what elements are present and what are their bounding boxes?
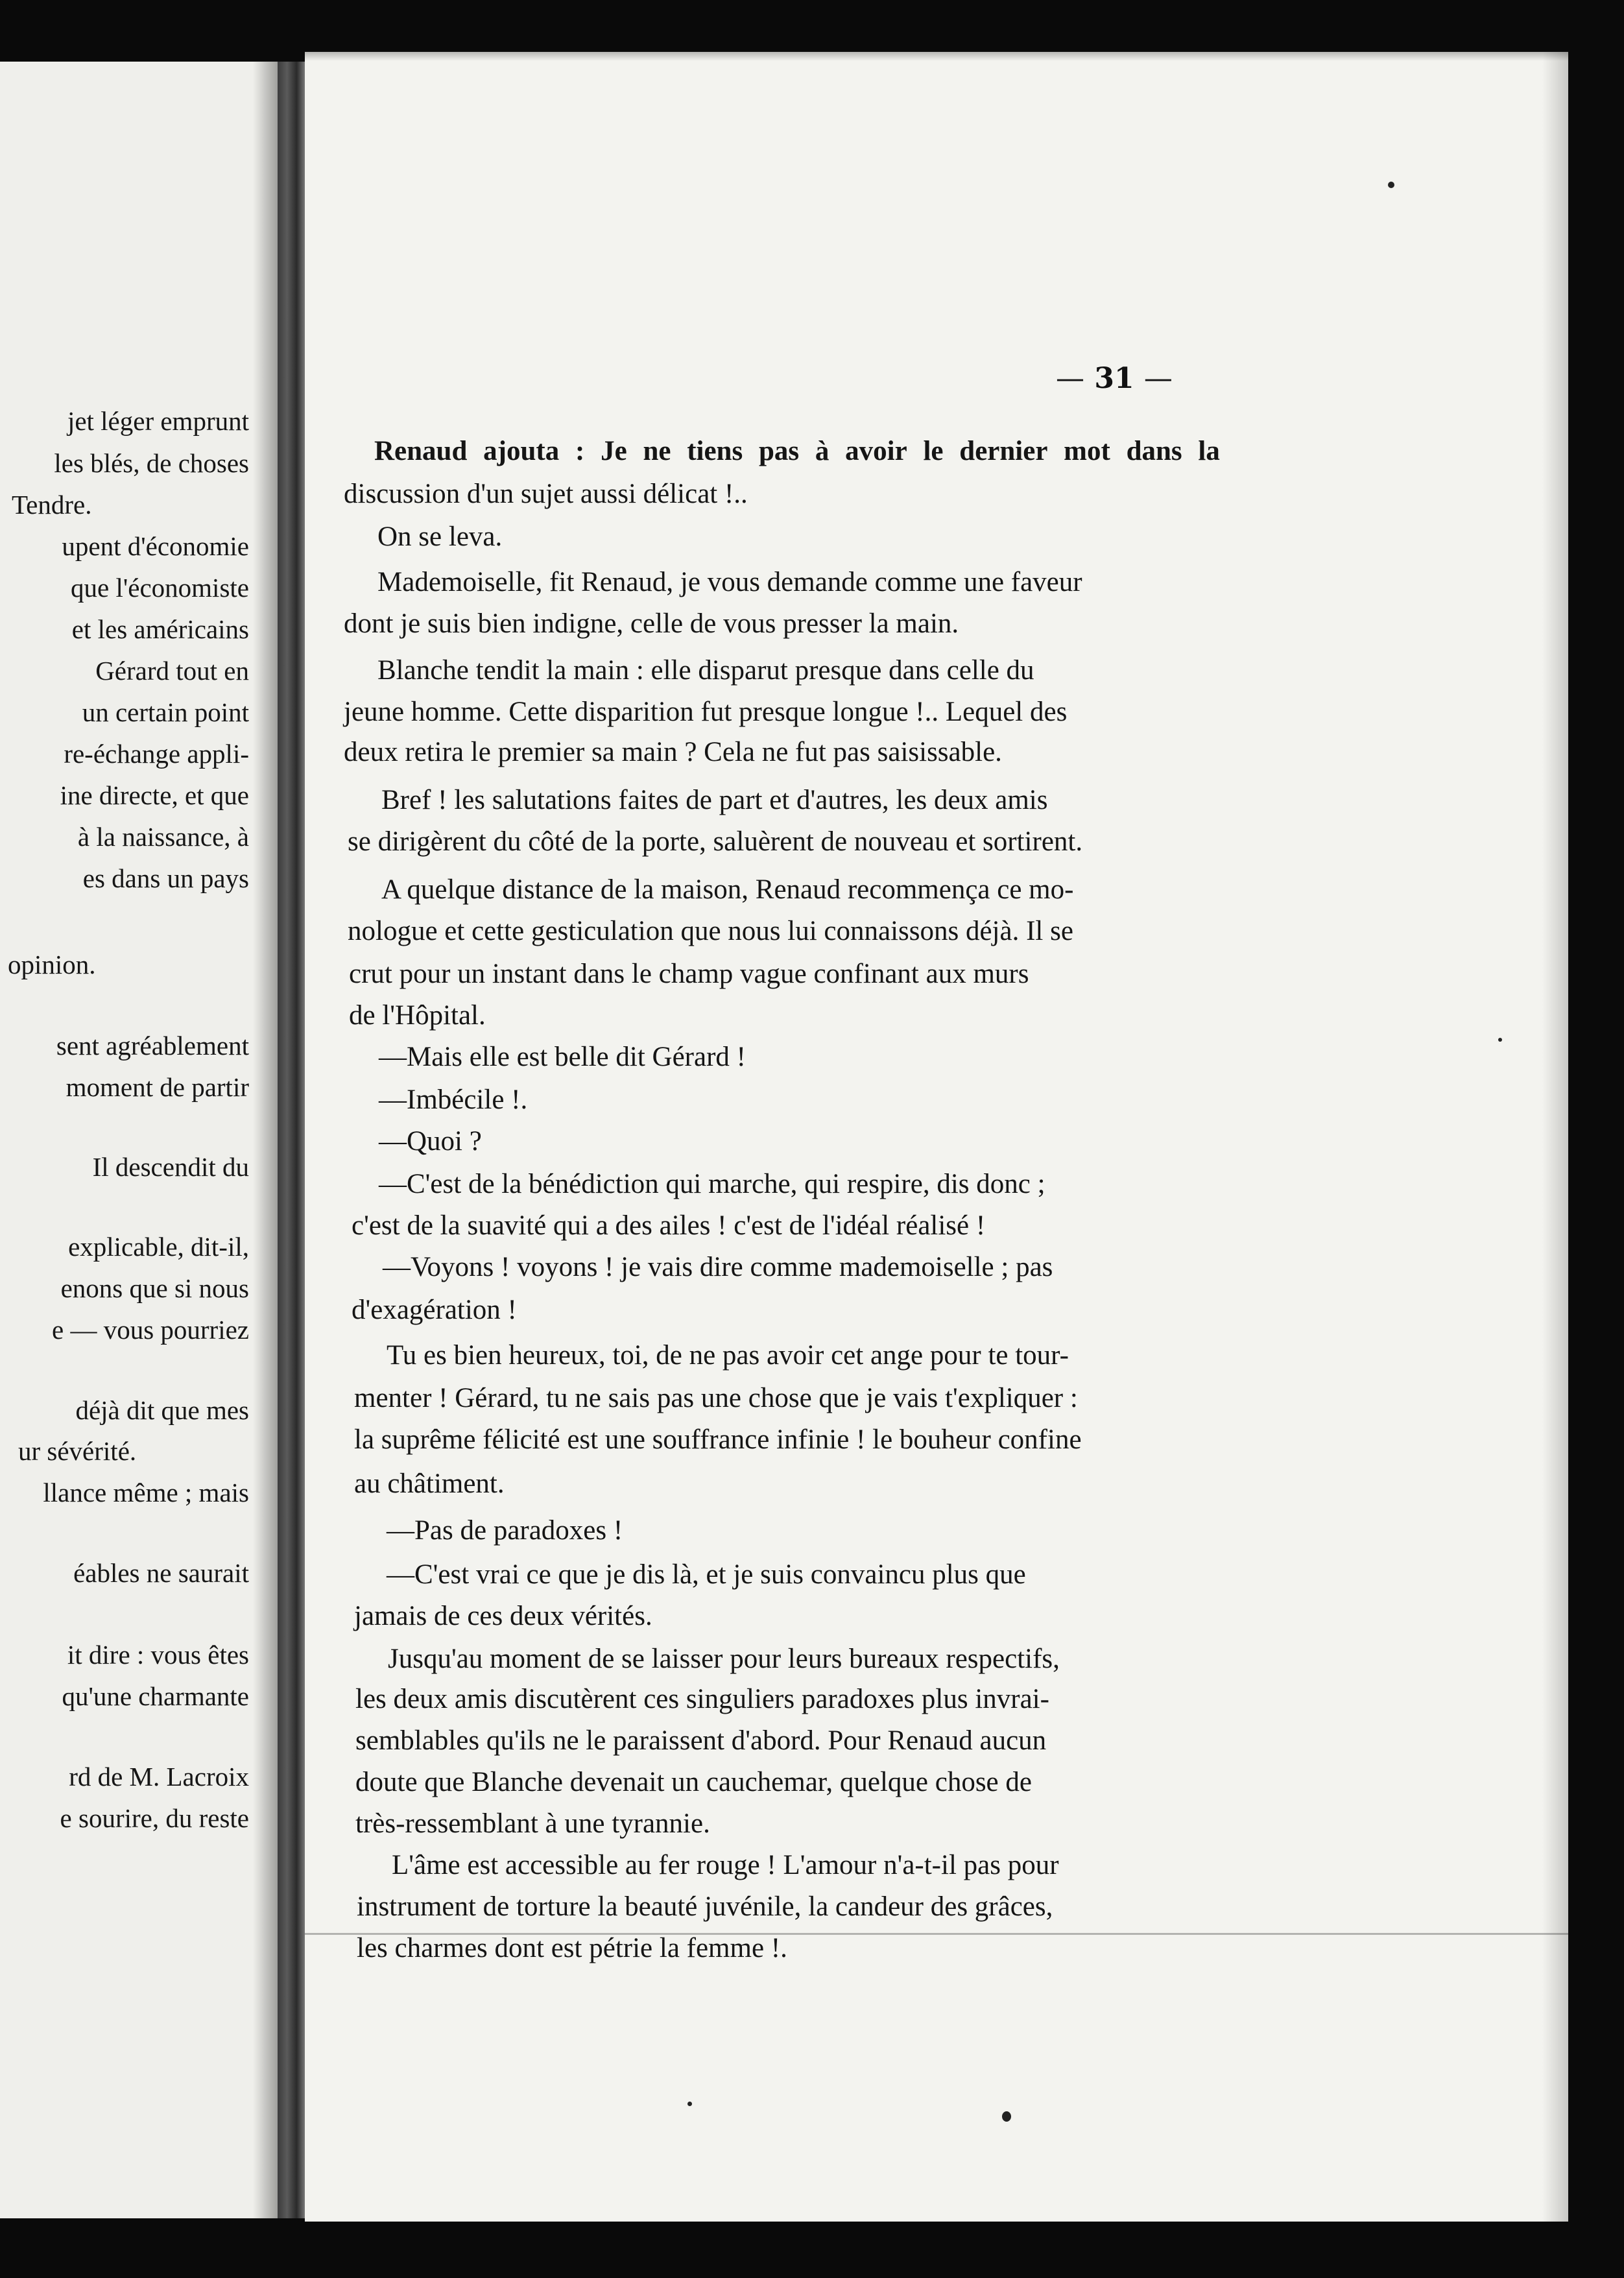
word: dernier bbox=[959, 436, 1048, 466]
left-line: et les américains bbox=[71, 614, 249, 644]
left-line: jet léger emprunt bbox=[67, 406, 249, 436]
left-line: sent agréablement bbox=[56, 1031, 249, 1061]
word: à bbox=[815, 436, 830, 466]
book-spine bbox=[278, 62, 305, 2218]
left-line: un certain point bbox=[82, 697, 249, 727]
text-line: discussion d'un sujet aussi délicat !.. bbox=[344, 479, 748, 509]
text-line: les charmes dont est pétrie la femme !. bbox=[357, 1933, 787, 1963]
text-line: A quelque distance de la maison, Renaud recommença ce mo- bbox=[381, 874, 1074, 905]
text-line: Bref ! les salutations faites de part et d'autres, les deux amis bbox=[381, 785, 1048, 815]
text-line bbox=[374, 437, 1220, 465]
text-line: de l'Hôpital. bbox=[349, 1000, 486, 1031]
word: Je bbox=[601, 436, 627, 466]
body-text bbox=[305, 52, 1568, 2222]
text-line: jamais de ces deux vérités. bbox=[354, 1601, 652, 1631]
text-line: semblables qu'ils ne le paraissent d'abord. Pour Renaud aucun bbox=[355, 1725, 1047, 1756]
left-line: explicable, dit-il, bbox=[68, 1232, 249, 1262]
word: : bbox=[575, 436, 585, 466]
text-line: —Voyons ! voyons ! je vais dire comme mademoiselle ; pas bbox=[383, 1252, 1053, 1282]
left-line: ur sévérité. bbox=[18, 1436, 137, 1466]
left-line: it dire : vous êtes bbox=[67, 1640, 249, 1670]
text-line: c'est de la suavité qui a des ailes ! c'est de l'idéal réalisé ! bbox=[352, 1210, 986, 1241]
scan-speck bbox=[687, 2102, 692, 2106]
left-line: moment de partir bbox=[66, 1072, 249, 1102]
text-line: d'exagération ! bbox=[352, 1295, 517, 1325]
text-line: se dirigèrent du côté de la porte, saluèrent de nouveau et sortirent. bbox=[348, 826, 1083, 857]
word: avoir bbox=[845, 436, 907, 466]
page-number-value: 31 bbox=[1094, 362, 1134, 395]
left-line: enons que si nous bbox=[60, 1273, 249, 1303]
text-line: deux retira le premier sa main ? Cela ne fut pas saisissable. bbox=[344, 737, 1002, 767]
left-line: es dans un pays bbox=[82, 863, 249, 893]
left-line: Gérard tout en bbox=[95, 656, 249, 686]
word: le bbox=[923, 436, 944, 466]
left-line: qu'une charmante bbox=[62, 1681, 249, 1711]
text-line: Jusqu'au moment de se laisser pour leurs bureaux respectifs, bbox=[388, 1644, 1060, 1674]
text-line: la suprême félicité est une souffrance infinie ! le bouheur confine bbox=[354, 1424, 1082, 1455]
text-line: crut pour un instant dans le champ vague confinant aux murs bbox=[349, 959, 1029, 989]
text-line: nologue et cette gesticulation que nous lui connaissons déjà. Il se bbox=[348, 916, 1073, 946]
left-facing-page bbox=[0, 62, 279, 2218]
text-line: doute que Blanche devenait un cauchemar, quelque chose de bbox=[355, 1767, 1032, 1797]
text-line: —Mais elle est belle dit Gérard ! bbox=[379, 1042, 746, 1072]
left-line: opinion. bbox=[8, 950, 96, 979]
text-line: On se leva. bbox=[377, 522, 503, 552]
word: Renaud bbox=[374, 436, 468, 466]
left-line: les blés, de choses bbox=[54, 448, 249, 478]
left-line: déjà dit que mes bbox=[75, 1395, 249, 1425]
text-line: —C'est vrai ce que je dis là, et je suis convaincu plus que bbox=[387, 1559, 1026, 1590]
left-line: que l'économiste bbox=[71, 573, 249, 603]
left-line: Il descendit du bbox=[92, 1152, 249, 1182]
text-line: dont je suis bien indigne, celle de vous presser la main. bbox=[344, 608, 959, 639]
text-line: les deux amis discutèrent ces singuliers paradoxes plus invrai- bbox=[355, 1684, 1049, 1714]
word: dans bbox=[1126, 436, 1182, 466]
text-line: Tu es bien heureux, toi, de ne pas avoir cet ange pour te tour- bbox=[387, 1340, 1069, 1371]
word: pas bbox=[758, 436, 800, 466]
word: mot bbox=[1064, 436, 1110, 466]
text-line: jeune homme. Cette disparition fut presque longue !.. Lequel des bbox=[344, 697, 1068, 727]
page-number: — 31 — bbox=[1056, 362, 1173, 395]
scan-speck bbox=[1002, 2111, 1011, 2122]
text-line: instrument de torture la beauté juvénile, la candeur des grâces, bbox=[357, 1891, 1053, 1922]
left-line: re-échange appli- bbox=[64, 739, 249, 769]
gutter-shadow bbox=[253, 62, 279, 2218]
text-line: très-ressemblant à une tyrannie. bbox=[355, 1808, 710, 1839]
text-line: au châtiment. bbox=[354, 1469, 505, 1499]
text-line: Mademoiselle, fit Renaud, je vous demande comme une faveur bbox=[377, 567, 1082, 597]
left-line: éables ne saurait bbox=[73, 1558, 249, 1588]
left-line: e sourire, du reste bbox=[60, 1803, 249, 1833]
left-line: e — vous pourriez bbox=[52, 1315, 249, 1345]
scan-speck bbox=[1388, 182, 1394, 188]
left-line: llance même ; mais bbox=[43, 1478, 249, 1507]
word: ajouta bbox=[483, 436, 560, 466]
left-line: ine directe, et que bbox=[60, 780, 249, 810]
text-line: menter ! Gérard, tu ne sais pas une chose que je vais t'expliquer : bbox=[354, 1383, 1078, 1413]
text-line: Blanche tendit la main : elle disparut presque dans celle du bbox=[377, 655, 1034, 686]
main-page bbox=[305, 52, 1568, 2222]
text-line: L'âme est accessible au fer rouge ! L'amour n'a-t-il pas pour bbox=[392, 1850, 1059, 1880]
word: ne bbox=[643, 436, 671, 466]
scan-speck bbox=[1498, 1038, 1502, 1042]
text-line: —Imbécile !. bbox=[379, 1085, 528, 1115]
text-line: —Pas de paradoxes ! bbox=[387, 1515, 623, 1546]
word: tiens bbox=[687, 436, 743, 466]
left-line: rd de M. Lacroix bbox=[69, 1762, 249, 1792]
left-line: Tendre. bbox=[12, 490, 92, 520]
left-line: upent d'économie bbox=[62, 531, 249, 561]
left-line: à la naissance, à bbox=[77, 822, 249, 852]
text-line: —C'est de la bénédiction qui marche, qui respire, dis donc ; bbox=[379, 1169, 1045, 1199]
text-line: —Quoi ? bbox=[379, 1126, 482, 1157]
word: la bbox=[1198, 436, 1220, 466]
